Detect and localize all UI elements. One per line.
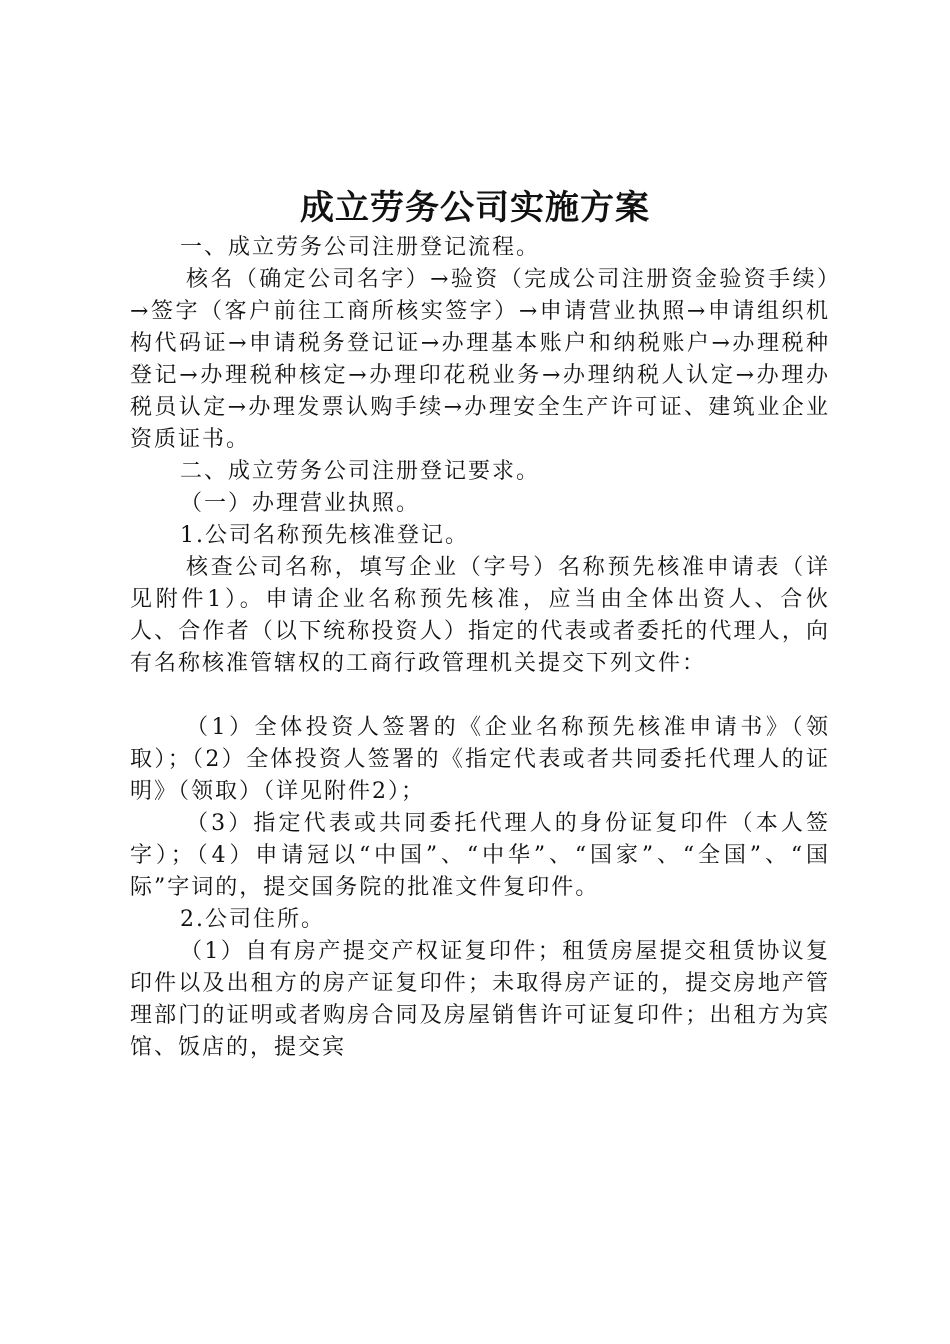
subsection-heading-business-license: （一）办理营业执照。 — [180, 491, 421, 516]
paragraph-address-documents: （1）自有房产提交产权证复印件；租赁房屋提交租赁协议复印件以及出租方的房产证复印件；未取得房产证的，提交房地产管理部门的证明或者购房合同及房屋销售许可证复印件；出租方为宾馆、饭店的，提交宾 — [130, 939, 830, 1060]
item-heading-company-address: 2.公司住所。 — [180, 907, 325, 932]
paragraph-name-approval: 核查公司名称，填写企业（字号）名称预先核准申请表（详见附件1）。申请企业名称预先核准，应当由全体出资人、合伙人、合作者（以下统称投资人）指定的代表或者委托的代理人，向有名称核准管辖权的工商行政管理机关提交下列文件： — [130, 555, 830, 676]
document-title: 成立劳务公司实施方案 — [300, 188, 650, 228]
item-heading-name-approval: 1.公司名称预先核准登记。 — [180, 523, 469, 548]
section-heading-registration-process: 一、成立劳务公司注册登记流程。 — [180, 235, 541, 260]
paragraph-required-documents-1: （1）全体投资人签署的《企业名称预先核准申请书》（领取）；（2）全体投资人签署的《指定代表或者共同委托代理人的证明》（领取）（详见附件2）； — [130, 715, 830, 804]
paragraph-required-documents-2: （3）指定代表或共同委托代理人的身份证复印件（本人签字）；（4）申请冠以“中国”、“中华”、“国家”、“全国”、“国际”字词的，提交国务院的批准文件复印件。 — [130, 811, 830, 900]
paragraph-process-steps: 核名（确定公司名字）→验资（完成公司注册资金验资手续）→签字（客户前往工商所核实签字）→申请营业执照→申请组织机构代码证→申请税务登记证→办理基本账户和纳税账户→办理税种登记→办理税种核定→办理印花税业务→办理纳税人认定→办理办税员认定→办理发票认购手续→办理安全生产许可证、建筑业企业资质证书。 — [130, 267, 830, 452]
document-body — [130, 232, 830, 1064]
section-heading-registration-requirements: 二、成立劳务公司注册登记要求。 — [180, 459, 541, 484]
blank-line — [130, 680, 830, 712]
